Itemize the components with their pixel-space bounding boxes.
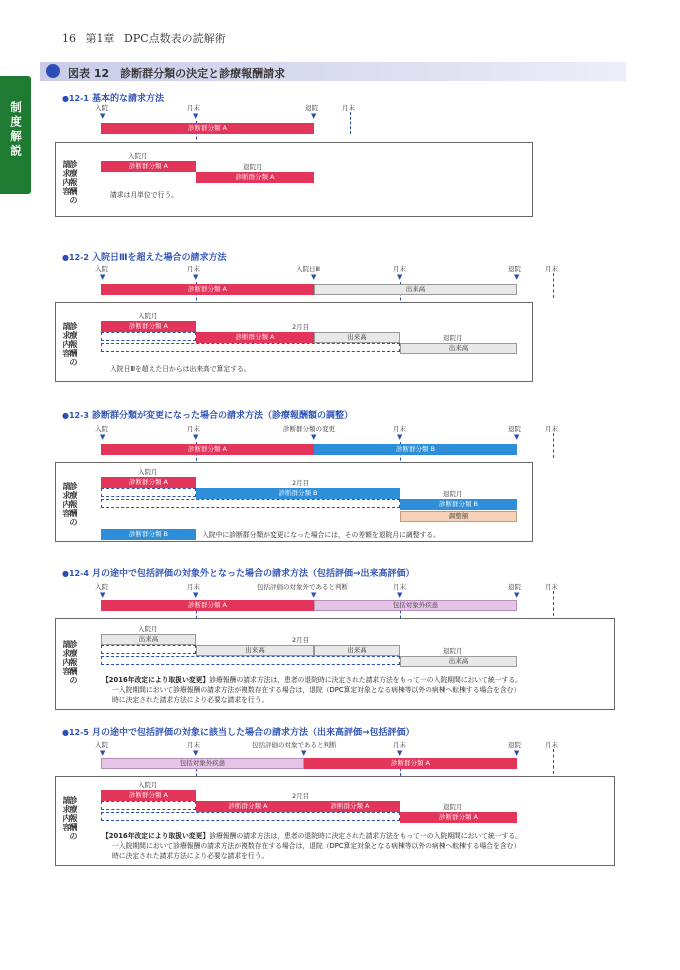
dpc-a-bar: 診断群分類 A	[101, 477, 196, 488]
dpc-a-bar: 診断群分類 A	[304, 758, 517, 769]
panel-label: 請求内容	[62, 482, 71, 518]
section-title-text: 基本的な請求方法	[92, 94, 165, 104]
timeline-label: 月末	[342, 104, 355, 112]
panel-label: 診療報酬の	[69, 796, 78, 841]
divider	[553, 433, 554, 458]
section-title	[62, 408, 353, 421]
adjustment-bar: 調整額	[400, 511, 517, 522]
dashed-placeholder	[101, 332, 196, 341]
timeline-label: 退院	[508, 741, 521, 749]
section-number: ●12-5	[62, 728, 89, 737]
note-tag: 【2016年改定により取扱い変更】	[102, 676, 210, 684]
panel-label: 診療報酬の	[69, 160, 78, 205]
bar-label: 退院月	[443, 647, 463, 655]
dpc-b-bar: 診断群分類 B	[101, 529, 196, 540]
note-line	[102, 675, 612, 685]
timeline-label: 月末	[545, 425, 558, 433]
dpc-a-bar: 診断群分類 A	[101, 161, 196, 172]
section-number: ●12-1	[62, 94, 89, 103]
dashed-placeholder	[101, 499, 400, 508]
timeline-label: 月末	[187, 583, 200, 591]
timeline-label: 入院日Ⅲ	[296, 265, 320, 273]
dpc-a-bar: 診断群分類 A	[101, 444, 314, 455]
down-arrow-icon: ▼	[100, 433, 106, 441]
chapter: 第1章	[85, 32, 115, 45]
section-title-text: 月の途中で包括評価の対象外となった場合の請求方法（包括評価→出来高評価）	[92, 569, 415, 579]
panel-label: 診療報酬の	[69, 322, 78, 367]
dpc-a-bar: 診断群分類 A	[101, 790, 196, 801]
divider	[350, 112, 351, 134]
dpc-a-bar: 診断群分類 A	[300, 801, 400, 812]
panel-label: 請求内容	[62, 640, 71, 676]
section-title	[62, 91, 164, 104]
bar-label: 入院月	[128, 152, 148, 160]
fee-for-service-bar: 出来高	[400, 656, 517, 667]
figure-title: 図表 12 診断群分類の決定と診療報酬請求	[68, 67, 286, 80]
timeline-label: 入院	[95, 425, 108, 433]
dashed-placeholder	[101, 812, 400, 821]
fee-for-service-bar: 出来高	[314, 284, 517, 295]
down-arrow-icon: ▼	[100, 273, 106, 281]
down-arrow-icon: ▼	[100, 112, 106, 120]
down-arrow-icon: ▼	[193, 591, 199, 599]
down-arrow-icon: ▼	[514, 591, 520, 599]
dpc-a-bar: 診断群分類 A	[196, 172, 314, 183]
bar-label: 入院月	[138, 312, 158, 320]
dashed-placeholder	[101, 488, 196, 497]
down-arrow-icon: ▼	[397, 749, 403, 757]
note: 請求は月単位で行う。	[110, 191, 178, 199]
timeline-label: 月末	[545, 583, 558, 591]
down-arrow-icon: ▼	[514, 749, 520, 757]
side-tab	[0, 76, 31, 194]
note-line: 一入院期間において診療報酬の請求方法が複数存在する場合は，退院（DPC算定対象となる病棟等以外の病棟へ転棟する場合を含む）	[112, 842, 521, 850]
dpc-a-bar: 診断群分類 A	[101, 284, 314, 295]
note-block	[102, 675, 612, 705]
bar-label: 入院月	[138, 625, 158, 633]
panel-label: 請求内容	[62, 796, 71, 832]
timeline-label: 退院	[508, 425, 521, 433]
down-arrow-icon: ▼	[193, 273, 199, 281]
bar-label: 入院月	[138, 781, 158, 789]
dpc-a-bar: 診断群分類 A	[400, 812, 517, 823]
divider	[553, 749, 554, 774]
bar-label: 2月目	[292, 479, 310, 487]
timeline-label: 月末	[187, 265, 200, 273]
bullet-icon	[46, 64, 60, 78]
dashed-placeholder	[101, 645, 196, 654]
section-title	[62, 566, 415, 579]
fee-for-service-bar: 出来高	[196, 645, 314, 656]
section-title-text: 診断群分類が変更になった場合の請求方法（診療報酬額の調整）	[92, 411, 354, 421]
timeline-label: 月末	[393, 425, 406, 433]
dpc-a-bar: 診断群分類 A	[101, 321, 196, 332]
dpc-a-bar: 診断群分類 A	[196, 332, 314, 343]
panel-label: 請求内容	[62, 160, 71, 196]
bar-label: 退院月	[443, 334, 463, 342]
note-block	[102, 831, 612, 861]
page-number: 16	[62, 32, 76, 45]
down-arrow-icon: ▼	[514, 273, 520, 281]
timeline-label: 月末	[393, 741, 406, 749]
timeline-label: 退院	[508, 265, 521, 273]
down-arrow-icon: ▼	[311, 591, 317, 599]
down-arrow-icon: ▼	[193, 433, 199, 441]
note-text: 診療報酬の請求方法は，患者の退院時に決定された請求方法をもって一の入院期間において統一する。	[209, 676, 522, 684]
section-number: ●12-4	[62, 569, 89, 578]
timeline-label: 包括評価の対象であると判断	[252, 741, 337, 749]
bar-label: 2月目	[292, 323, 310, 331]
panel-label: 診療報酬の	[69, 482, 78, 527]
section-number: ●12-2	[62, 253, 89, 262]
note-text: 診療報酬の請求方法は，患者の退院時に決定された請求方法をもって一の入院期間において統一する。	[209, 832, 522, 840]
bar-label: 退院月	[443, 490, 463, 498]
timeline-label: 月末	[545, 741, 558, 749]
bar-label: 入院月	[138, 468, 158, 476]
dpc-a-bar: 診断群分類 A	[196, 801, 300, 812]
dpc-a-bar: 診断群分類 A	[101, 123, 314, 134]
dashed-placeholder	[101, 343, 400, 352]
timeline-label: 診断群分類の変更	[283, 425, 335, 433]
down-arrow-icon: ▼	[397, 273, 403, 281]
side-tab-label: 制度解説	[9, 101, 23, 159]
bar-label: 2月目	[292, 636, 310, 644]
timeline-label: 退院	[305, 104, 318, 112]
down-arrow-icon: ▼	[311, 112, 317, 120]
timeline-label: 月末	[187, 104, 200, 112]
timeline-label: 入院	[95, 583, 108, 591]
note-line: 時に決定された請求方法により必要な請求を行う。	[112, 696, 269, 704]
dpc-b-bar: 診断群分類 B	[314, 444, 517, 455]
excluded-disease-bar: 包括対象外疾患	[314, 600, 517, 611]
chapter-title: DPC点数表の読解術	[124, 32, 226, 45]
fee-for-service-bar: 出来高	[400, 343, 517, 354]
excluded-disease-bar: 包括対象外疾患	[101, 758, 304, 769]
note: 入院日Ⅲを超えた日からは出来高で算定する。	[110, 365, 251, 373]
fee-for-service-bar: 出来高	[101, 634, 196, 645]
timeline-label: 入院	[95, 741, 108, 749]
timeline-label: 月末	[545, 265, 558, 273]
section-number: ●12-3	[62, 411, 89, 420]
down-arrow-icon: ▼	[397, 591, 403, 599]
down-arrow-icon: ▼	[301, 749, 307, 757]
down-arrow-icon: ▼	[311, 273, 317, 281]
bar-label: 退院月	[443, 803, 463, 811]
page-header	[62, 30, 232, 46]
down-arrow-icon: ▼	[397, 433, 403, 441]
note-tag: 【2016年改定により取扱い変更】	[102, 832, 210, 840]
panel-label: 請求内容	[62, 322, 71, 358]
dpc-b-bar: 診断群分類 B	[196, 488, 400, 499]
timeline-label: 包括評価の対象外であると判断	[257, 583, 348, 591]
timeline-label: 入院	[95, 104, 108, 112]
panel-label: 診療報酬の	[69, 640, 78, 685]
fee-for-service-bar: 出来高	[314, 645, 400, 656]
down-arrow-icon: ▼	[514, 433, 520, 441]
down-arrow-icon: ▼	[193, 112, 199, 120]
dpc-b-bar: 診断群分類 B	[400, 499, 517, 510]
timeline-label: 月末	[187, 425, 200, 433]
note-line	[102, 831, 612, 841]
down-arrow-icon: ▼	[311, 433, 317, 441]
section-title-text: 月の途中で包括評価の対象に該当した場合の請求方法（出来高評価→包括評価）	[92, 728, 415, 738]
timeline-label: 月末	[393, 583, 406, 591]
section-title	[62, 250, 227, 263]
down-arrow-icon: ▼	[100, 749, 106, 757]
bar-label: 退院月	[243, 163, 263, 171]
note: 入院中に診断群分類が変更になった場合には，その差額を退院月に調整する。	[202, 531, 440, 539]
fee-for-service-bar: 出来高	[314, 332, 400, 343]
dashed-placeholder	[101, 656, 400, 665]
down-arrow-icon: ▼	[193, 749, 199, 757]
down-arrow-icon: ▼	[100, 591, 106, 599]
timeline-label: 入院	[95, 265, 108, 273]
timeline-label: 月末	[393, 265, 406, 273]
divider	[553, 591, 554, 616]
note-line: 一入院期間において診療報酬の請求方法が複数存在する場合は，退院（DPC算定対象となる病棟等以外の病棟へ転棟する場合を含む）	[112, 686, 521, 694]
timeline-label: 月末	[187, 741, 200, 749]
section-title-text: 入院日Ⅲを超えた場合の請求方法	[92, 253, 227, 263]
dashed-placeholder	[101, 801, 196, 810]
bar-label: 2月目	[292, 792, 310, 800]
dpc-a-bar: 診断群分類 A	[101, 600, 314, 611]
timeline-label: 退院	[508, 583, 521, 591]
note-line: 時に決定された請求方法により必要な請求を行う。	[112, 852, 269, 860]
divider	[553, 273, 554, 298]
section-title	[62, 725, 415, 738]
